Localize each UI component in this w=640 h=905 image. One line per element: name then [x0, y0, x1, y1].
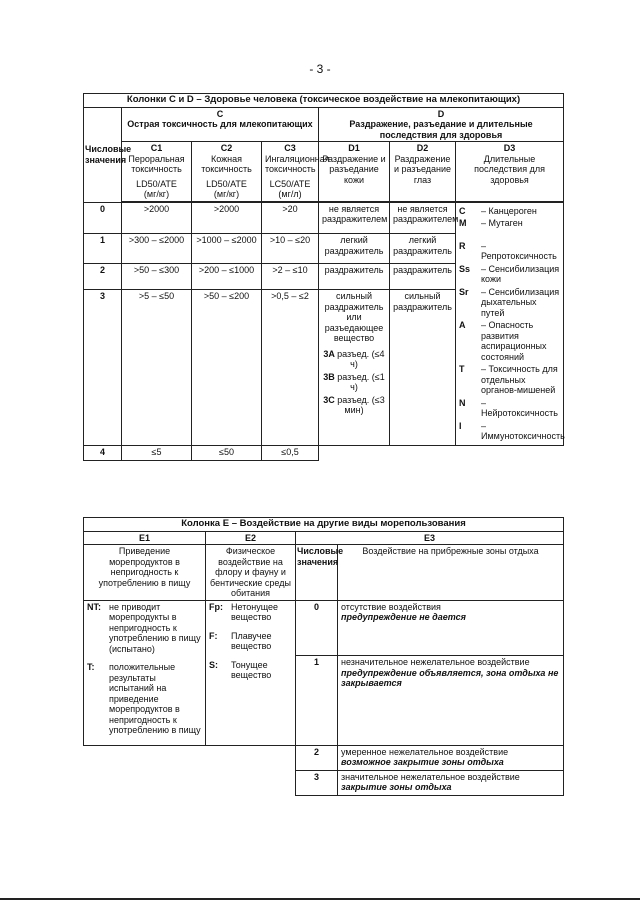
c1-unit: (мг/кг) [143, 189, 170, 199]
c1-header [122, 142, 192, 202]
e2-title: Физическое воздействие на флору и фауну и бентические среды обитания [206, 545, 296, 601]
d2-cell: не является раздражителем [390, 202, 456, 234]
c1-code: C1 [150, 143, 163, 153]
d1-sub-text: разъед. (≤1 ч) [337, 371, 385, 392]
d3-entry-text: – Сенсибилизация кожи [481, 263, 560, 284]
col-c-letter: C [216, 108, 224, 119]
d3-entry-key: T [459, 364, 465, 374]
c1-cell: >50 – ≤300 [122, 264, 192, 290]
d3-entry-text: – Нейротоксичность [481, 397, 558, 418]
e3-row-num: 1 [296, 656, 338, 745]
e1-entry-key: NT: [87, 601, 101, 612]
d1-header [319, 142, 390, 202]
d3-entry [459, 398, 560, 419]
c3-cell: >2 – ≤10 [262, 264, 319, 290]
col-c-header [122, 107, 319, 142]
e2-entry-key: Fp: [209, 601, 223, 612]
e1-entry-key: T: [87, 662, 95, 672]
e1-entry [87, 602, 202, 655]
row-num: 0 [84, 202, 122, 234]
table1-title: Колонки C и D – Здоровье человека (токсическое воздействие на млекопитающих) [84, 94, 564, 108]
e1-code: E1 [84, 531, 206, 545]
d3-entry-key: C [459, 205, 466, 216]
c2-desc: Кожная токсичность [201, 153, 252, 174]
d1-cell: раздражитель [319, 264, 390, 290]
e3-row-text: незначительное нежелательное воздействие [341, 657, 530, 668]
d3-entry [459, 287, 560, 319]
page-number: - 3 - [309, 62, 331, 76]
d3-entry-text: – Репротоксичность [481, 240, 557, 261]
c3-header [262, 142, 330, 202]
d3-entry [459, 241, 560, 262]
col-d-header [319, 107, 564, 142]
d3-entry-key: I [459, 420, 462, 431]
d2-header [390, 142, 456, 202]
d3-entry-text: – Токсичность для отдельных органов-мишеней [481, 364, 558, 395]
c2-unit: (мг/кг) [213, 189, 240, 199]
c3-unit: (мг/л) [278, 189, 302, 199]
c1-unit-top: LD50/ATE [136, 178, 177, 189]
c1-cell: ≤5 [122, 445, 192, 460]
e3-row [338, 770, 564, 795]
c3-cell: >10 – ≤20 [262, 234, 319, 264]
table2-title: Колонка E – Воздействие на другие виды морепользования [84, 518, 564, 532]
c3-cell: >0,5 – ≤2 [262, 290, 319, 446]
d1-sub-entry [322, 395, 386, 416]
d2-cell: сильный раздражитель [390, 290, 456, 446]
d3-entry-key: M [459, 218, 467, 228]
e3-row-note: закрытие зоны отдыха [341, 782, 452, 792]
row-num: 1 [84, 234, 122, 264]
e3-num-header: Числовые значения [296, 545, 338, 601]
e2-entry-key: S: [209, 659, 218, 670]
e3-row [338, 656, 564, 745]
d3-entry-text: – Иммунотоксичность [481, 420, 565, 441]
col-d-letter: D [437, 108, 445, 119]
e2-entry [209, 660, 292, 681]
d3-entry-text: – Канцероген [481, 205, 537, 216]
e3-row-text: умеренное нежелательное воздействие [341, 746, 509, 757]
row-num: 4 [84, 445, 122, 460]
e1-entry [87, 662, 202, 736]
d3-desc: Длительные последствия для здоровья [474, 153, 545, 185]
e2-entry [209, 602, 292, 623]
d3-entry-key: N [459, 397, 466, 408]
col-d-title: Раздражение, разъедание и длительные последствия для здоровья [349, 119, 533, 140]
other-uses-table [83, 517, 564, 796]
d3-entry [459, 420, 565, 442]
e2-entry-text: Тонущее вещество [231, 659, 272, 680]
e3-row-note: предупреждение объявляется, зона отдыха не закрывается [341, 667, 559, 689]
e2-entry-text: Нетонущее вещество [231, 601, 279, 622]
d3-entry [459, 320, 560, 362]
e3-row-text: отсутствие воздействия [341, 601, 441, 612]
d1-sub-entry [322, 372, 386, 393]
d3-code: D3 [503, 143, 516, 153]
d2-code: D2 [416, 143, 429, 153]
c3-desc: Ингаляционная токсичность [265, 153, 330, 174]
c2-cell: >2000 [192, 202, 262, 234]
health-effects-table [83, 93, 564, 461]
d1-sub-text: разъед. (≤4 ч) [337, 348, 385, 369]
d1-cell: не является раздражителем [319, 202, 390, 234]
c2-code: C2 [220, 143, 233, 153]
e2-entry-key: F: [209, 630, 218, 641]
c1-cell: >5 – ≤50 [122, 290, 192, 446]
num-values-header: Числовые значения [84, 107, 122, 202]
e2-body [206, 600, 296, 745]
d3-entry-key: A [459, 320, 466, 330]
e3-row-note: возможное закрытие зоны отдыха [341, 757, 504, 767]
e2-entry-text: Плавучее вещество [231, 630, 272, 651]
d3-entry-key: R [459, 240, 466, 251]
c2-cell: >50 – ≤200 [192, 290, 262, 446]
e2-entry [209, 631, 292, 652]
c1-desc: Пероральная токсичность [128, 153, 185, 174]
d1-code: D1 [348, 143, 360, 153]
d2-cell: раздражитель [390, 264, 456, 290]
e2-code: E2 [206, 531, 296, 545]
d1-sub-text: разъед. (≤3 мин) [337, 394, 385, 415]
d1-cell [319, 290, 390, 446]
d3-entry [459, 364, 560, 396]
d1-sub-entry [322, 349, 386, 370]
page-bottom-rule [0, 898, 640, 900]
d1-sub-code: 3C [323, 394, 338, 405]
d3-entry-key: Ss [459, 263, 471, 274]
e1-title: Приведение морепродуктов в непригодность к употреблению в пищу [84, 545, 206, 601]
c1-cell: >2000 [122, 202, 192, 234]
c2-cell: >200 – ≤1000 [192, 264, 262, 290]
e3-row [338, 745, 564, 770]
d3-entry [459, 218, 560, 229]
c2-unit-top: LD50/ATE [206, 178, 247, 189]
e1-entry-text: положительные результаты испытаний на приведение морепродуктов в непригодность к употреблению в пищу [109, 662, 201, 735]
d3-entry [459, 206, 560, 217]
d3-entry [459, 264, 560, 285]
row-num: 2 [84, 264, 122, 290]
d2-cell: легкий раздражитель [390, 234, 456, 264]
e1-body [84, 600, 206, 745]
d1-sub-list [322, 349, 386, 416]
e3-row-num: 3 [296, 770, 338, 795]
c3-cell: >20 [262, 202, 319, 234]
d1-cell: легкий раздражитель [319, 234, 390, 264]
d3-entry-key: Sr [459, 286, 469, 297]
e3-row-note: предупреждение не дается [341, 612, 466, 622]
d1-sub-code: 3A [323, 348, 338, 359]
c2-cell: ≤50 [192, 445, 262, 460]
e3-row-num: 2 [296, 745, 338, 770]
c1-cell: >300 – ≤2000 [122, 234, 192, 264]
e3-row [338, 600, 564, 656]
e3-title: Воздействие на прибрежные зоны отдыха [338, 545, 564, 601]
e3-code: E3 [296, 531, 564, 545]
e3-row-num: 0 [296, 600, 338, 656]
d3-entry-text: – Мутаген [481, 218, 523, 228]
d1-text: сильный раздражитель или разъедающее вещество [324, 291, 384, 343]
d1-sub-code: 3B [323, 371, 338, 382]
col-c-title: Острая токсичность для млекопитающих [127, 119, 313, 129]
d3-cell [456, 202, 564, 445]
c3-code: C3 [284, 143, 296, 153]
c3-unit-top: LC50/ATE [269, 178, 311, 189]
d2-desc: Раздражение и разъедание глаз [393, 153, 452, 185]
c3-cell: ≤0,5 [262, 445, 319, 460]
c2-header [192, 142, 262, 202]
d1-desc: Раздражение и разъедание кожи [322, 153, 386, 185]
c2-cell: >1000 – ≤2000 [192, 234, 262, 264]
d3-list [459, 205, 565, 442]
e2-list [209, 602, 292, 681]
e3-row-text: значительное нежелательное воздействие [341, 771, 520, 782]
row-num: 3 [84, 290, 122, 446]
e1-list [87, 602, 202, 736]
e1-entry-text: не приводит морепродукты в непригодность к употреблению в пищу (испытано) [109, 601, 201, 654]
d3-entry-text: – Опасность развития аспирационных состояний [481, 320, 547, 362]
d3-entry-text: – Сенсибилизация дыхательных путей [481, 286, 560, 318]
d3-header [456, 142, 564, 202]
